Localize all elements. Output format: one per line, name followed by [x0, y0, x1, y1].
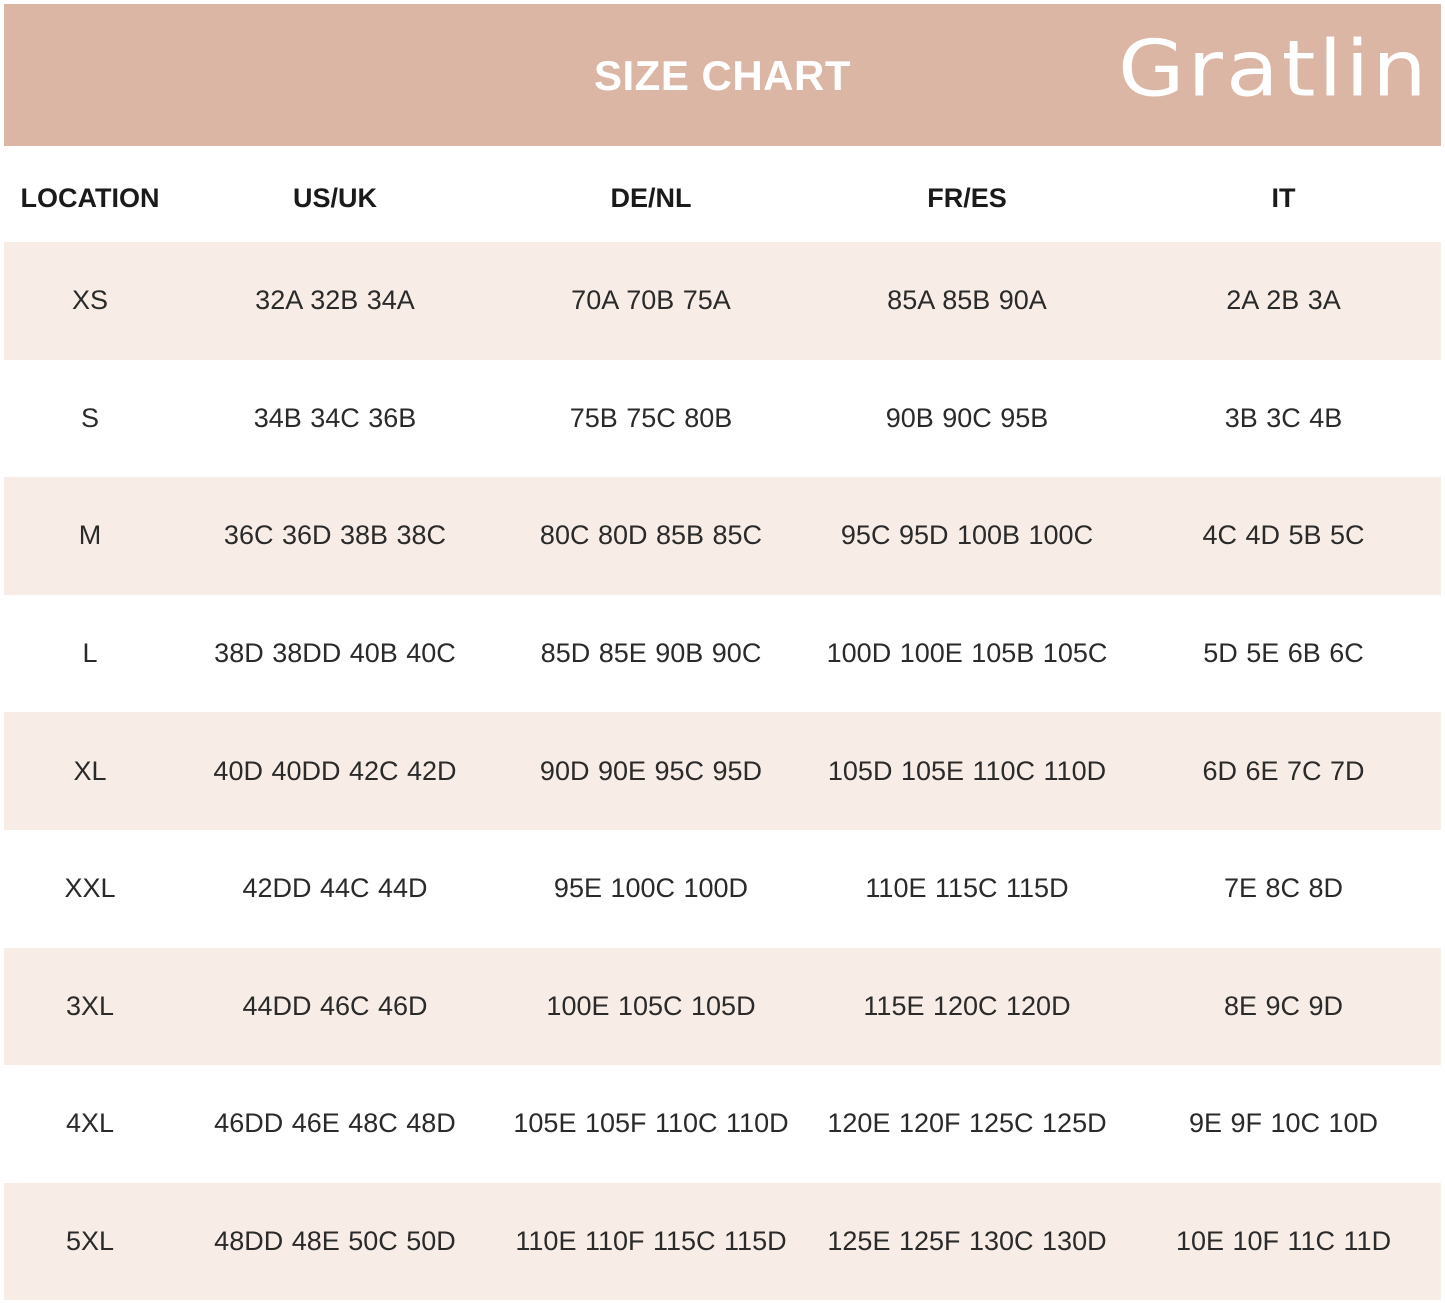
size-table: [4, 146, 1441, 1300]
de-nl-cell: 95E 100C 100D: [553, 873, 749, 904]
brand-logo: Gratlin: [1118, 24, 1430, 115]
size-label: 4XL: [65, 1108, 115, 1139]
column-header-fr-es: FR/ES: [927, 182, 1007, 213]
table-row: [4, 830, 1441, 948]
table-header-row: [4, 146, 1441, 242]
fr-es-cell: 85A 85B 90A: [887, 285, 1047, 316]
fr-es-cell: 125E 125F 130C 130D: [827, 1226, 1107, 1257]
it-cell: 3B 3C 4B: [1224, 402, 1343, 433]
de-nl-cell: 80C 80D 85B 85C: [539, 520, 763, 551]
size-label: 5XL: [65, 1226, 115, 1257]
us-uk-cell: 40D 40DD 42C 42D: [213, 755, 457, 786]
de-nl-cell: 90D 90E 95C 95D: [539, 755, 763, 786]
column-header-de-nl: DE/NL: [610, 182, 692, 213]
table-row: [4, 477, 1441, 595]
de-nl-cell: 85D 85E 90B 90C: [540, 638, 762, 669]
header-banner: [4, 4, 1441, 146]
size-label: 3XL: [65, 990, 115, 1021]
fr-es-cell: 105D 105E 110C 110D: [827, 755, 1107, 786]
it-cell: 5D 5E 6B 6C: [1203, 638, 1364, 669]
us-uk-cell: 32A 32B 34A: [255, 285, 415, 316]
de-nl-cell: 70A 70B 75A: [571, 285, 731, 316]
fr-es-cell: 115E 120C 120D: [863, 990, 1071, 1021]
fr-es-cell: 120E 120F 125C 125D: [827, 1108, 1107, 1139]
de-nl-cell: 105E 105F 110C 110D: [513, 1108, 789, 1139]
fr-es-cell: 90B 90C 95B: [885, 402, 1049, 433]
it-cell: 9E 9F 10C 10D: [1188, 1108, 1379, 1139]
size-label: XS: [71, 285, 109, 316]
size-label: L: [82, 638, 98, 669]
us-uk-cell: 44DD 46C 46D: [242, 990, 428, 1021]
table-row: [4, 360, 1441, 478]
table-row: [4, 242, 1441, 360]
fr-es-cell: 95C 95D 100B 100C: [840, 520, 1094, 551]
it-cell: 8E 9C 9D: [1223, 990, 1344, 1021]
size-chart-page: [4, 4, 1441, 1299]
us-uk-cell: 48DD 48E 50C 50D: [214, 1226, 456, 1257]
de-nl-cell: 110E 110F 115C 115D: [515, 1226, 787, 1257]
it-cell: 7E 8C 8D: [1223, 873, 1344, 904]
column-header-it: IT: [1271, 182, 1296, 213]
it-cell: 2A 2B 3A: [1226, 285, 1341, 316]
column-header-us-uk: US/UK: [292, 182, 377, 213]
table-row: [4, 1183, 1441, 1301]
de-nl-cell: 75B 75C 80B: [569, 402, 733, 433]
table-row: [4, 948, 1441, 1066]
page-title: SIZE CHART: [594, 52, 851, 99]
us-uk-cell: 46DD 46E 48C 48D: [214, 1108, 456, 1139]
column-header-location: LOCATION: [20, 182, 160, 213]
us-uk-cell: 42DD 44C 44D: [242, 873, 428, 904]
size-label: XL: [73, 755, 107, 786]
table-row: [4, 1065, 1441, 1183]
de-nl-cell: 100E 105C 105D: [546, 990, 756, 1021]
us-uk-cell: 36C 36D 38B 38C: [223, 520, 447, 551]
it-cell: 6D 6E 7C 7D: [1202, 755, 1365, 786]
table-row: [4, 595, 1441, 713]
it-cell: 4C 4D 5B 5C: [1202, 520, 1365, 551]
fr-es-cell: 100D 100E 105B 105C: [826, 638, 1108, 669]
us-uk-cell: 38D 38DD 40B 40C: [214, 638, 456, 669]
size-label: S: [80, 402, 99, 433]
us-uk-cell: 34B 34C 36B: [253, 402, 417, 433]
size-label: M: [78, 520, 102, 551]
table-row: [4, 712, 1441, 830]
size-label: XXL: [64, 873, 116, 904]
it-cell: 10E 10F 11C 11D: [1175, 1226, 1392, 1257]
fr-es-cell: 110E 115C 115D: [865, 873, 1069, 904]
